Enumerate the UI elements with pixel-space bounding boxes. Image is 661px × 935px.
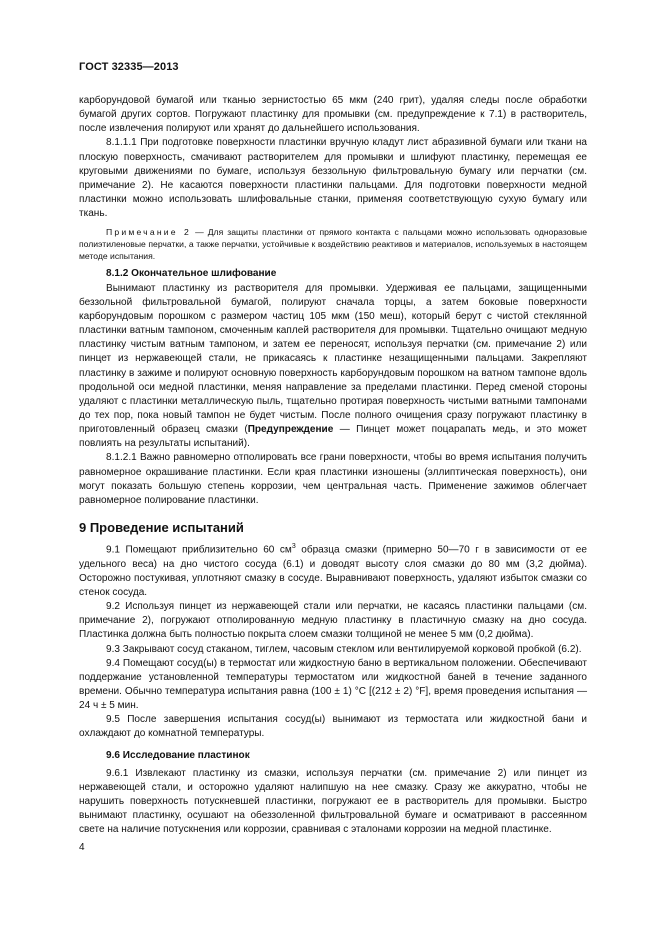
paragraph-continuation: карборундовой бумагой или тканью зернистостью 65 мкм (240 грит), удаляя следы после обработки бумагой других сортов. Погружают пластинку для промывки (см. предупреждение к 7.1) в растворитель, после извлечения полируют или хранят до дальнейшего использования.	[79, 95, 587, 135]
superscript-3: 3	[291, 543, 296, 551]
section-heading-9: 9 Проведение испытаний	[79, 520, 244, 536]
standard-header: ГОСТ 32335—2013	[79, 61, 179, 73]
note-2	[79, 226, 587, 262]
paragraph-9-1-text-a: 9.1 Помещают приблизительно 60 см	[106, 544, 292, 556]
note-text: — Для защиты пластинки от прямого контакта с пальцами можно использовать одноразовые полиэтиленовые перчатки, а также перчатки, устойчивые к воздействию реактивов и материалов, используемых в настоящем методе испытания.	[79, 227, 587, 262]
note-label: Примечание 2	[106, 227, 191, 238]
page-content	[79, 94, 587, 838]
paragraph-9-3: 9.3 Закрывают сосуд стаканом, тиглем, часовым стеклом или вентилируемой корковой пробкой (6.2).	[106, 643, 582, 655]
paragraph-8-1-2	[79, 282, 587, 452]
paragraph-9-4: 9.4 Помещают сосуд(ы) в термостат или жидкостную баню в вертикальном положении. Обеспечивают поддержание установленной температуры термостатом или жидкостной баней в течение заданного времени. Обычно температура испытания равна (100 ± 1) °С [(212 ± 2) °F], время проведения испытания — 24 ч ± 5 мин.	[79, 657, 587, 712]
paragraph-8-1-2-1: 8.1.2.1 Важно равномерно отполировать все грани поверхности, чтобы во время испытания получить равномерное окрашивание пластинки. Если края пластинки изношены (эллиптическая поверхность), они могут показать большую степень коррозии, чем центральная часть. Применение зажимов облегчает равномерное полирование пластинки.	[79, 452, 587, 506]
warning-label: Предупреждение	[247, 424, 334, 436]
subheading-9-6: 9.6 Исследование пластинок	[106, 749, 250, 761]
paragraph-8-1-2-text: Вынимают пластинку из растворителя для промывки. Удерживая ее пальцами, защищенными беззольной фильтровальной бумагой, полируют сначала торцы, а затем боковые поверхности карборундовым порошком с размером частиц 105 мкм (150 меш), который берут с чистой стеклянной пластинки ватным тампоном, смоченным каплей растворителя для промывки. Тщательно очищают медную пластинку чистым ватным тампоном, и затем ее переносят, используя перчатки (см. примечание 2) или пинцет из нержавеющей стали, не прикасаясь к пластинке незащищенными пальцами. Закрепляют пластинку в зажиме и полируют основную поверхность карборундовым порошком на ватном тампоне вдоль продольной оси медной пластинки, меняя направление за пределами пластинки. Перед сменой стороны удаляют с пластинки металлическую пыль, тщательно протирая поверхность чистыми ватными тампонами до тех пор, пока новый тампон не будет чистым. После полного очищения сразу погружают пластинку в приготовленный образец смазки (	[79, 282, 587, 436]
paragraph-8-1-1-1: 8.1.1.1 При подготовке поверхности пластинки вручную кладут лист абразивной бумаги или ткани на плоскую поверхность, смачивают растворителем для промывки и шлифуют пластинку, перемещая ее круговыми движениями по бумаге, используя беззольную фильтровальную бумагу или перчатки (см. примечание 2). Не касаются поверхности пластинки пальцами. Для подготовки поверхности медной пластинки можно использовать шлифовальные станки, применяя соответствующую сухую бумагу или ткань.	[79, 137, 587, 220]
warning-text: — Пинцет может поцарапать медь, и это может повлиять на результаты испытаний).	[79, 424, 587, 450]
paragraph-9-6-1: 9.6.1 Извлекают пластинку из смазки, используя перчатки (см. примечание 2) или пинцет из нержавеющей стали, и осторожно удаляют налипшую на нее смазку. Сразу же аккуратно, чтобы не нарушить поверхность потускневшей пластинки, погружают ее в растворитель для промывки. Быстро вынимают пластинку, осушают на обеззоленной фильтровальной бумаге и осматривают в рассеянном свете на наличие потускнения или коррозии, сравнивая с эталонами коррозии на медной пластинке.	[79, 767, 587, 836]
page-number: 4	[79, 842, 85, 853]
paragraph-9-1-text-b: образца смазки (примерно 50—70 г в зависимости от ее удельного веса) на дно чистого сосуда (6.1) и доводят высоту слоя смазки до 80 мм (3,2 дюйма). Осторожно постукивая, уплотняют смазку в сосуде. Выравнивают поверхность, удаляют избыток смазки со стенок сосуда.	[79, 544, 587, 598]
paragraph-9-2: 9.2 Используя пинцет из нержавеющей стали или перчатки, не касаясь пластинки пальцами (см. примечание 2), погружают отполированную медную пластинку в пластичную смазку на дно сосуда. Пластинка должна быть полностью покрыта слоем смазки толщиной не менее 5 мм (0,2 дюйма).	[79, 601, 587, 641]
paragraph-9-1	[79, 540, 587, 600]
paragraph-9-5: 9.5 После завершения испытания сосуд(ы) вынимают из термостата или жидкостной бани и охлаждают до комнатной температуры.	[79, 714, 587, 740]
subheading-8-1-2: 8.1.2 Окончательное шлифование	[106, 268, 277, 280]
